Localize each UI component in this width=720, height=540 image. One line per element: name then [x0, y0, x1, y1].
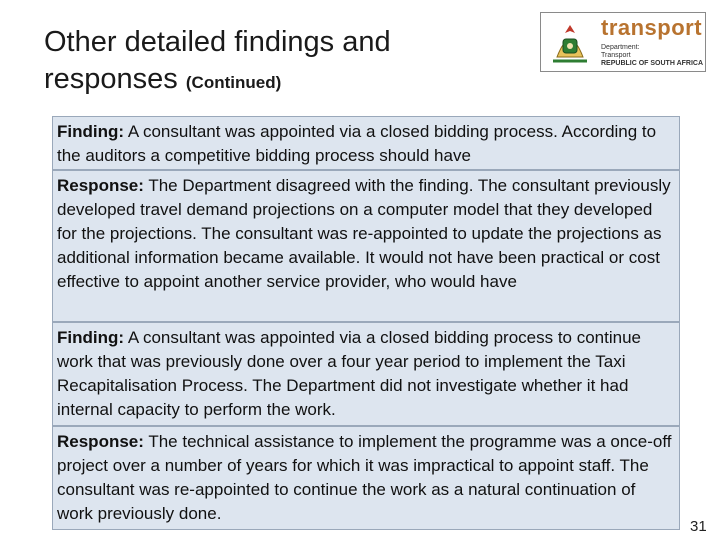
slide-title-suffix: (Continued) [185, 73, 282, 92]
response-label: Response: [57, 432, 144, 451]
finding-box-1 [52, 116, 680, 170]
logo-line-department: Department: [601, 44, 640, 51]
transport-logo [540, 12, 706, 72]
response-text: The Department disagreed with the finding. The consultant previously developed travel demand projections on a computer model that they developed for the projections. The consultant was re-appointed to update the projections as additional information became available. It would not have been practical or cost effective to appoint another service provider, who would have [57, 176, 671, 291]
finding-box-2 [52, 322, 680, 426]
finding-text: A consultant was appointed via a closed bidding process. According to the auditors a competitive bidding process should have [57, 122, 657, 165]
slide-title-main: Other detailed findings and responses [44, 26, 391, 95]
page-number: 31 [690, 518, 707, 535]
coat-of-arms-icon [545, 17, 595, 67]
logo-brand-text: transport [601, 15, 703, 40]
response-box-1 [52, 170, 680, 322]
response-box-2 [52, 426, 680, 530]
response-label: Response: [57, 176, 144, 195]
slide-title [44, 24, 504, 101]
finding-label: Finding: [57, 328, 125, 347]
logo-line-transport: Transport [601, 52, 631, 59]
response-text: The technical assistance to implement the programme was a once-off project over a number of years for which it was impractical to appoint staff. The consultant was re-appointed to continue the work as a natural continuation of work previously done. [57, 432, 672, 523]
logo-line-country: REPUBLIC OF SOUTH AFRICA [601, 60, 704, 67]
finding-text: A consultant was appointed via a closed bidding process to continue work that was previously done over a four year period to implement the Taxi Recapitalisation Process. The Department did not investigate whether it had internal capacity to perform the work. [57, 328, 641, 419]
finding-label: Finding: [57, 122, 125, 141]
